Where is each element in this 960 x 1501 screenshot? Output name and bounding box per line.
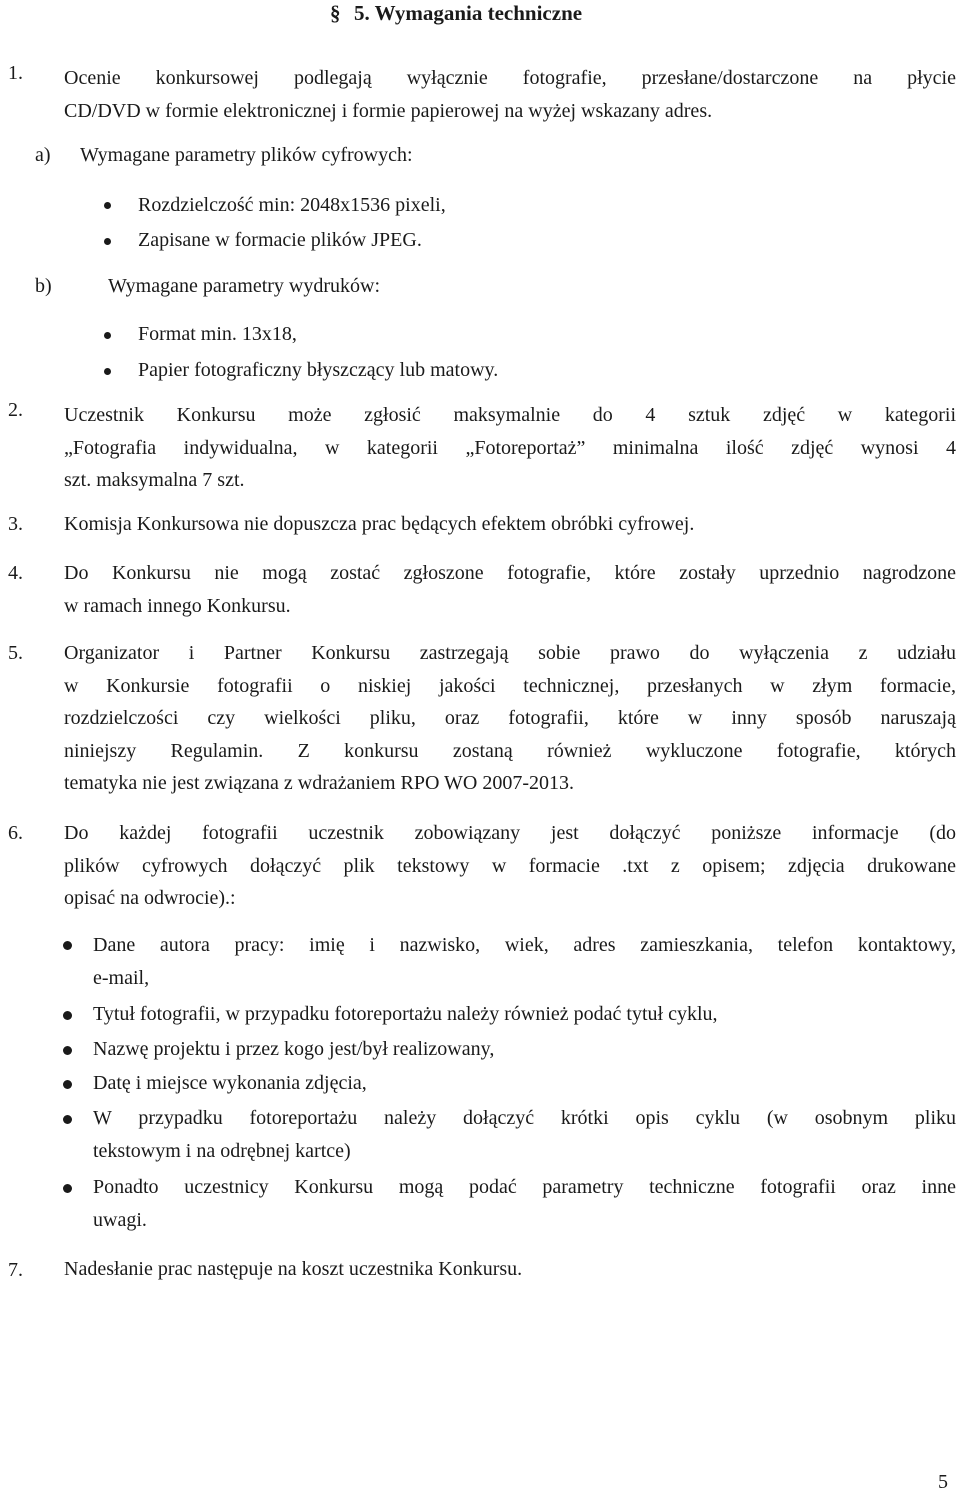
list-item: Zapisane w formacie plików JPEG. <box>138 229 422 251</box>
sub-label-b: b) <box>35 275 52 297</box>
item-4-text: Do Konkursu nie mogą zostać zgłoszone fotografie, które zostały uprzednio nagrodzone w ramach innego Konkursu. <box>64 562 956 617</box>
item-number: 2. <box>8 399 23 421</box>
bullet-icon <box>63 1115 72 1124</box>
list-item: Tytuł fotografii, w przypadku fotoreportażu należy również podać tytuł cyklu, <box>93 1003 718 1025</box>
item-5-text: Organizator i Partner Konkursu zastrzegają sobie prawo do wyłączenia z udziału w Konkursie fotografii o niskiej jakości technicznej, przesłanych w złym formacie, rozdzielczości czy wielkości pliku, oraz fotografii, które w inny sposób naruszają niniejszy Regulamin. Z konkursu zostaną również wykluczone fotografie, których tematyka nie jest związana z wdrażaniem RPO WO 2007-2013. <box>64 642 956 794</box>
list-item: Rozdzielczość min: 2048x1536 pixeli, <box>138 194 446 216</box>
sub-label-a: a) <box>35 144 51 166</box>
sub-title-b: Wymagane parametry wydruków: <box>108 275 381 297</box>
bullet-icon <box>63 1046 72 1055</box>
bullet-icon <box>104 202 111 209</box>
list-item: Datę i miejsce wykonania zdjęcia, <box>93 1072 367 1094</box>
bullet-icon <box>63 941 72 950</box>
bullet-icon <box>104 238 111 245</box>
item-number: 3. <box>8 513 23 535</box>
bullet-icon <box>63 1011 72 1020</box>
section-title: 5. Wymagania techniczne <box>354 1 583 25</box>
list-item: Ponadto uczestnicy Konkursu mogą podać parametry techniczne fotografii oraz inne uwagi. <box>93 1176 956 1231</box>
list-item: Papier fotograficzny błyszczący lub matowy. <box>138 359 499 381</box>
page-number: 5 <box>938 1471 948 1493</box>
item-number: 1. <box>8 62 23 84</box>
item-number: 4. <box>8 562 23 584</box>
list-item: W przypadku fotoreportażu należy dołączyć krótki opis cyklu (w osobnym pliku tekstowym i na odrębnej kartce) <box>93 1107 956 1162</box>
list-item: Dane autora pracy: imię i nazwisko, wiek, adres zamieszkania, telefon kontaktowy, e-mail, <box>93 934 956 989</box>
list-item: Format min. 13x18, <box>138 323 297 345</box>
sub-title-a: Wymagane parametry plików cyfrowych: <box>80 144 413 166</box>
item-2-text: Uczestnik Konkursu może zgłosić maksymalnie do 4 sztuk zdjęć w kategorii „Fotografia indywidualna, w kategorii „Fotoreportaż” minimalna ilość zdjęć wynosi 4 szt. maksymalna 7 szt. <box>64 404 956 491</box>
item-number: 7. <box>8 1259 23 1281</box>
item-6-text: Do każdej fotografii uczestnik zobowiązany jest dołączyć poniższe informacje (do plików cyfrowych dołączyć plik tekstowy w formacie .txt z opisem; zdjęcia drukowane opisać na odwrocie).: <box>64 822 956 909</box>
item-number: 5. <box>8 642 23 664</box>
item-7-text: Nadesłanie prac następuje na koszt uczestnika Konkursu. <box>64 1258 523 1280</box>
bullet-icon <box>63 1184 72 1193</box>
bullet-icon <box>104 332 111 339</box>
item-1-text: Ocenie konkursowej podlegają wyłącznie fotografie, przesłane/dostarczone na płycie CD/DVD w formie elektronicznej i formie papierowej na wyżej wskazany adres. <box>64 67 956 122</box>
item-number: 6. <box>8 822 23 844</box>
section-sign: § <box>330 1 341 25</box>
list-item: Nazwę projektu i przez kogo jest/był realizowany, <box>93 1038 495 1060</box>
section-heading <box>330 0 582 26</box>
item-3-text: Komisja Konkursowa nie dopuszcza prac będących efektem obróbki cyfrowej. <box>64 513 695 535</box>
bullet-icon <box>104 368 111 375</box>
bullet-icon <box>63 1080 72 1089</box>
